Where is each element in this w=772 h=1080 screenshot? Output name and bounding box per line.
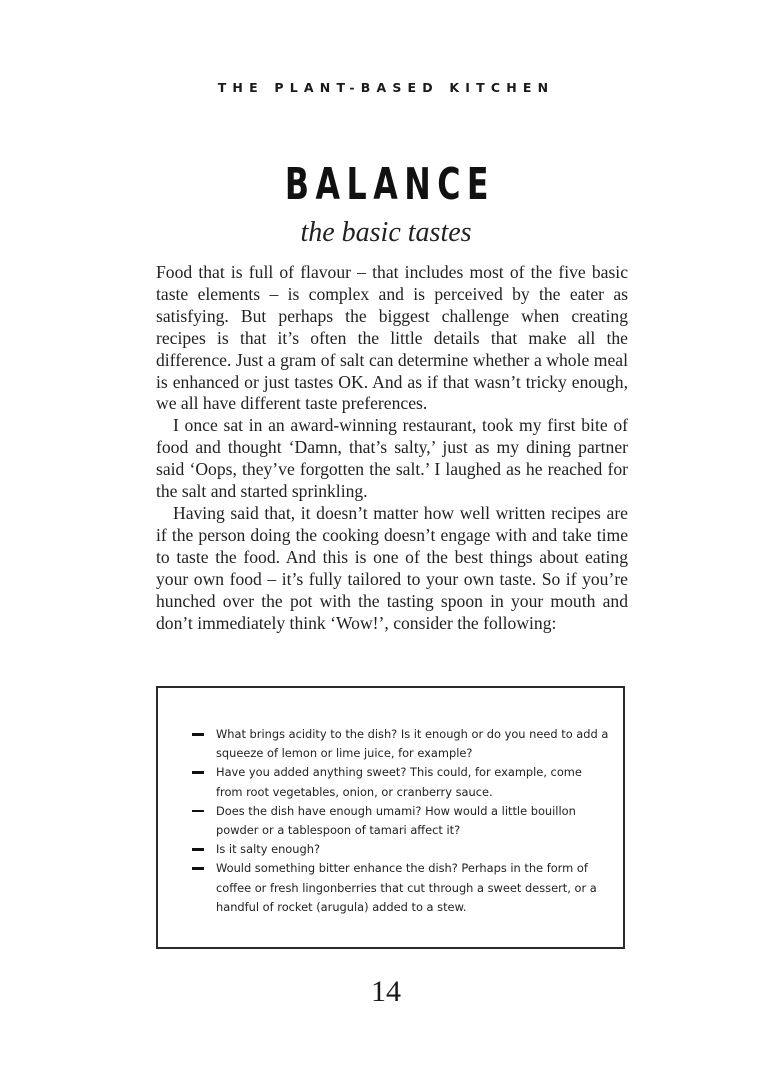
dash-icon [192,810,204,813]
list-item-text: Would something bitter enhance the dish? Perhaps in the form of coffee or fresh lingonberries that cut through a sweet dessert, or a handful of rocket (arugula) added to a stew. [216,861,597,914]
list-item [192,725,612,763]
list-item [192,763,612,801]
list-item-text: Have you added anything sweet? This could, for example, come from root vegetables, onion, or cranberry sauce. [216,765,582,799]
body-text [156,262,628,634]
dash-icon [192,848,204,851]
tips-list [192,725,612,917]
paragraph: Having said that, it doesn’t matter how well written recipes are if the person doing the cooking doesn’t engage with and take time to taste the food. And this is one of the best things about eating your own food – it’s fully tailored to your own taste. So if you’re hunched over the pot with the tasting spoon in your mouth and don’t immediately think ‘Wow!’, consider the following: [156,502,628,633]
running-header: THE PLANT-BASED KITCHEN [217,80,555,95]
list-item-text: Is it salty enough? [216,842,320,857]
paragraph: I once sat in an award-winning restaurant, took my first bite of food and thought ‘Damn, that’s salty,’ just as my dining partner said ‘Oops, they’ve forgotten the salt.’ I laughed as he reached for the salt and started sprinkling. [156,415,628,502]
list-item-text: What brings acidity to the dish? Is it enough or do you need to add a squeeze of lemon or lime juice, for example? [216,727,609,761]
list-item-text: Does the dish have enough umami? How would a little bouillon powder or a tablespoon of tamari affect it? [216,803,576,838]
tips-box [156,686,625,949]
dash-icon [192,867,204,870]
section-title: BALANCE [284,159,496,210]
list-item [192,859,612,917]
dash-icon [192,733,204,736]
list-item [192,840,612,859]
section-subtitle: the basic tastes [300,217,472,248]
page-number: 14 [371,975,401,1008]
paragraph: Food that is full of flavour – that includes most of the five basic taste elements – is complex and is perceived by the eater as satisfying. But perhaps the biggest challenge when creating recipes is that it’s often the little details that make all the difference. Just a gram of salt can determine whether a whole meal is enhanced or just tastes OK. And as if that wasn’t tricky enough, we all have different taste preferences. [156,262,628,414]
dash-icon [192,771,204,774]
list-item [192,802,612,840]
